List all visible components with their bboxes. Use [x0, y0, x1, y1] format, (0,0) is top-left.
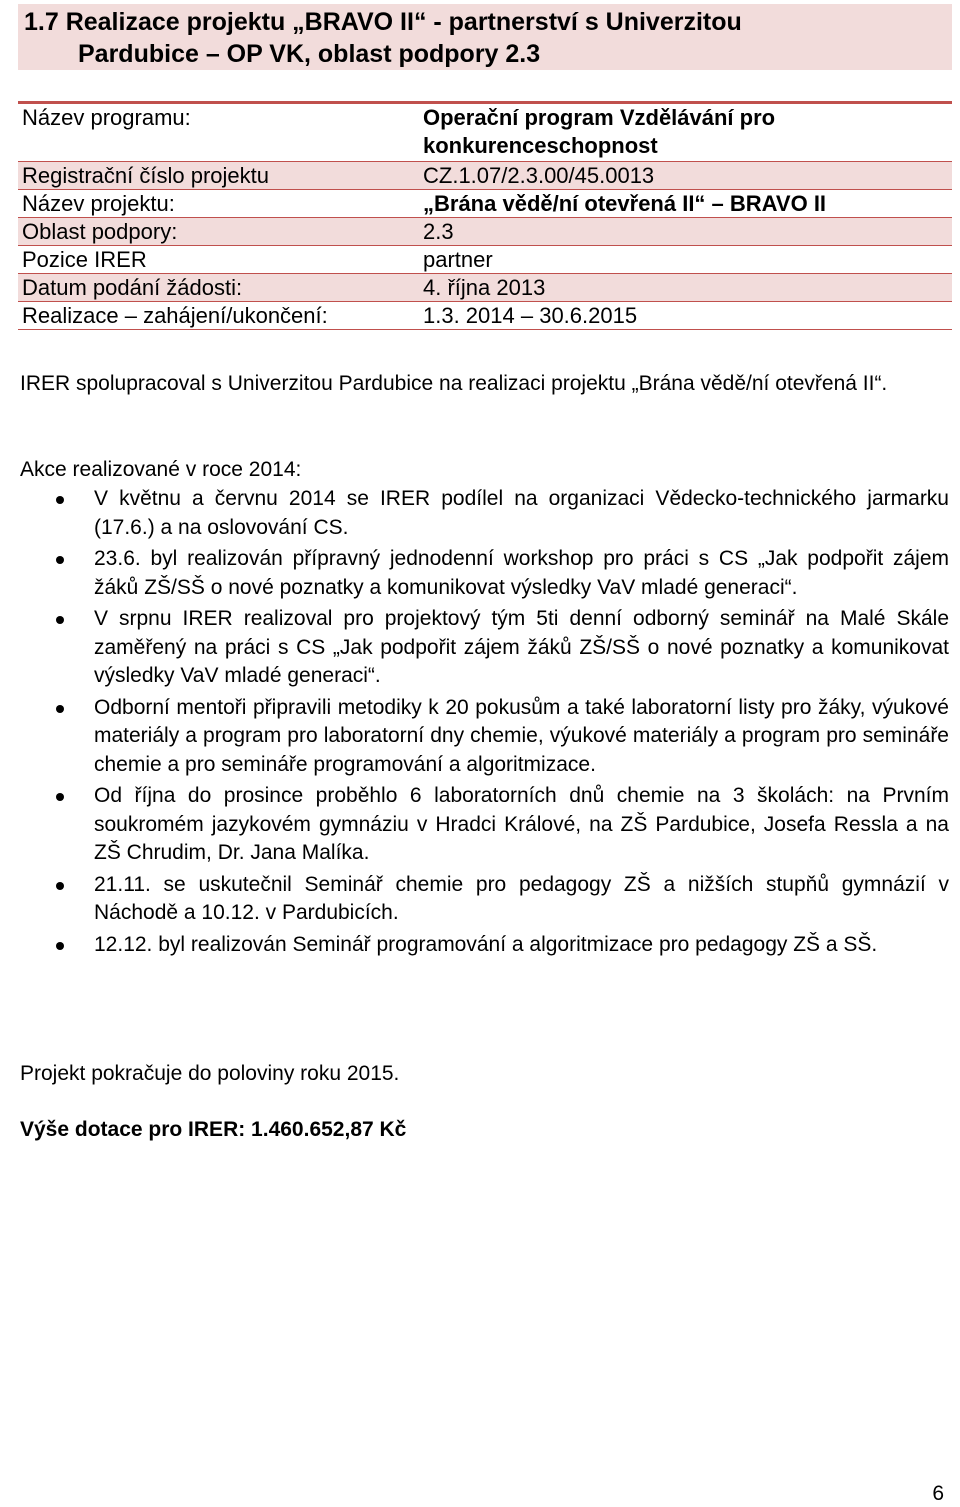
section-heading-line2: Pardubice – OP VK, oblast podpory 2.3	[78, 40, 541, 68]
row-label: Název programu:	[22, 105, 191, 130]
row-label: Registrační číslo projektu	[22, 163, 269, 188]
bullet-icon	[56, 942, 64, 950]
table-row-realization	[18, 302, 952, 330]
bullet-icon	[56, 556, 64, 564]
bullet-icon	[56, 705, 64, 713]
list-item	[20, 605, 949, 691]
row-value: 1.3. 2014 – 30.6.2015	[423, 303, 638, 328]
row-value: 4. října 2013	[423, 275, 546, 300]
list-item	[20, 485, 949, 542]
list-item-text: V květnu a červnu 2014 se IRER podílel na organizaci Vědecko-technického jarmarku (17.6.) a na oslovování CS.	[94, 487, 949, 539]
list-item-text: Od října do prosince proběhlo 6 laboratorních dnů chemie na 3 školách: na Prvním soukromém jazykovém gymnáziu v Hradci Králové, na ZŠ Pardubice, Josefa Ressla a na ZŠ Chrudim, Dr. Jana Malíka.	[94, 784, 949, 864]
row-value: Operační program Vzdělávání pro konkurenceschopnost	[423, 105, 776, 158]
row-label: Pozice IRER	[22, 247, 147, 272]
list-item	[20, 782, 949, 868]
section-heading-line1: 1.7 Realizace projektu „BRAVO II“ - partnerství s Univerzitou	[24, 8, 742, 36]
bullet-icon	[56, 882, 64, 890]
row-value: partner	[423, 247, 493, 272]
list-item-text: 12.12. byl realizován Seminář programování a algoritmizace pro pedagogy ZŠ a SŠ.	[94, 932, 878, 956]
list-item	[20, 871, 949, 928]
list-item-text: 21.11. se uskutečnil Seminář chemie pro pedagogy ZŠ a nižších stupňů gymnázií v Náchodě a 10.12. v Pardubicích.	[94, 872, 949, 924]
actions-heading: Akce realizované v roce 2014:	[20, 458, 302, 481]
bullet-icon	[56, 616, 64, 624]
row-value: 2.3	[423, 219, 454, 244]
list-item-text: Odborní mentoři připravili metodiky k 20 pokusům a také laboratorní listy pro žáky, výukové materiály a program pro laboratorní dny chemie, výukové materiály a program pro semináře chemie a pro semináře programování a algoritmizace.	[94, 695, 949, 776]
list-item	[20, 545, 949, 602]
project-info-table	[18, 101, 952, 330]
row-label: Název projektu:	[22, 191, 175, 216]
table-row-support-area	[18, 218, 952, 246]
row-label: Realizace – zahájení/ukončení:	[22, 303, 328, 328]
list-item-text: 23.6. byl realizován přípravný jednodenní workshop pro práci s CS „Jak podpořit zájem žáků ZŠ/SŠ o nové poznatky a komunikovat výsledky VaV mladé generaci“.	[94, 547, 949, 599]
section-heading	[18, 4, 952, 70]
row-value: „Brána vědě/ní otevřená II“ – BRAVO II	[423, 191, 827, 216]
intro-paragraph: IRER spolupracoval s Univerzitou Pardubice na realizaci projektu „Brána vědě/ní otevřená II“.	[20, 372, 888, 395]
actions-list	[20, 485, 949, 962]
bullet-icon	[56, 496, 64, 504]
grant-amount: Výše dotace pro IRER: 1.460.652,87 Kč	[20, 1118, 407, 1141]
table-row-program	[18, 104, 952, 162]
table-row-registration	[18, 162, 952, 190]
list-item	[20, 694, 949, 780]
row-value: CZ.1.07/2.3.00/45.0013	[423, 163, 655, 188]
row-label: Datum podání žádosti:	[22, 275, 243, 300]
continuation-paragraph: Projekt pokračuje do poloviny roku 2015.	[20, 1062, 400, 1085]
bullet-icon	[56, 793, 64, 801]
table-row-position	[18, 246, 952, 274]
list-item-text: V srpnu IRER realizoval pro projektový tým 5ti denní odborný seminář na Malé Skále zaměřený na práci s CS „Jak podpořit zájem žáků ZŠ/SŠ o nové poznatky a komunikovat výsledky VaV mladé generaci“.	[94, 607, 949, 687]
page-number: 6	[932, 1482, 944, 1505]
table-row-project-name	[18, 190, 952, 218]
row-label: Oblast podpory:	[22, 219, 178, 244]
list-item	[20, 931, 949, 960]
table-row-application-date	[18, 274, 952, 302]
